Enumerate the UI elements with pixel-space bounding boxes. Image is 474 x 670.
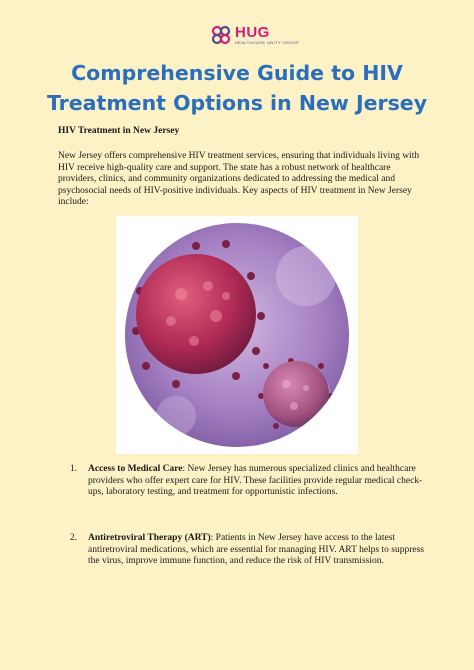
hug-logo (210, 22, 299, 48)
list-item-text: : New Jersey has numerous specialized clinics and healthcare providers who offer expert care for HIV. These facilities provide regular medical check-ups, laboratory testing, and treatment for opportunistic infections. (88, 464, 423, 498)
page-title (30, 58, 444, 118)
section-subheading: HIV Treatment in New Jersey (58, 126, 180, 136)
list-item-heading: Antiretroviral Therapy (ART) (88, 533, 211, 543)
title-line-1: Comprehensive Guide to HIV (71, 61, 403, 85)
list-item-text: : Patients in New Jersey have access to the latest antiretroviral medications, which are essential for managing HIV. ART helps to suppress the virus, improve immune function, and reduce the risk of HIV transmission. (88, 533, 424, 567)
list-item (58, 533, 430, 568)
list-number: 2. (70, 533, 78, 543)
logo-name: HUG (235, 24, 270, 41)
virus-illustration (116, 216, 358, 454)
list-item (58, 464, 430, 499)
intro-paragraph: New Jersey offers comprehensive HIV treatment services, ensuring that individuals living with HIV receive high-quality care and support. The state has a robust network of healthcare providers, clinics, and community organizations dedicated to addressing the medical and psychosocial needs of HIV-positive individuals. Key aspects of HIV treatment in New Jersey include: (58, 151, 420, 207)
logo-tagline: HEALTHCARE UNITY GROUP (235, 40, 300, 45)
list-item-heading: Access to Medical Care (88, 464, 183, 474)
hug-logo-icon (210, 24, 232, 46)
list-number: 1. (70, 464, 78, 474)
title-line-2: Treatment Options in New Jersey (46, 91, 428, 115)
